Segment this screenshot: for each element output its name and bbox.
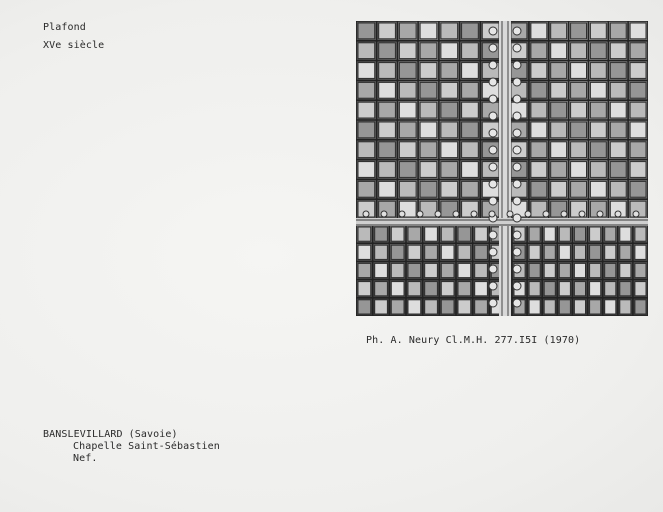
subject-label: Plafond xyxy=(43,22,86,33)
building-label: Chapelle Saint-Sébastien xyxy=(73,441,220,452)
ceiling-photograph xyxy=(356,21,648,316)
location-label: BANSLEVILLARD (Savoie) xyxy=(43,429,178,440)
part-label: Nef. xyxy=(73,453,98,464)
photo-credit: Ph. A. Neury Cl.M.H. 277.I5I (1970) xyxy=(366,335,581,346)
ceiling-photo-graphic xyxy=(356,21,648,316)
date-label: XVe siècle xyxy=(43,40,105,51)
